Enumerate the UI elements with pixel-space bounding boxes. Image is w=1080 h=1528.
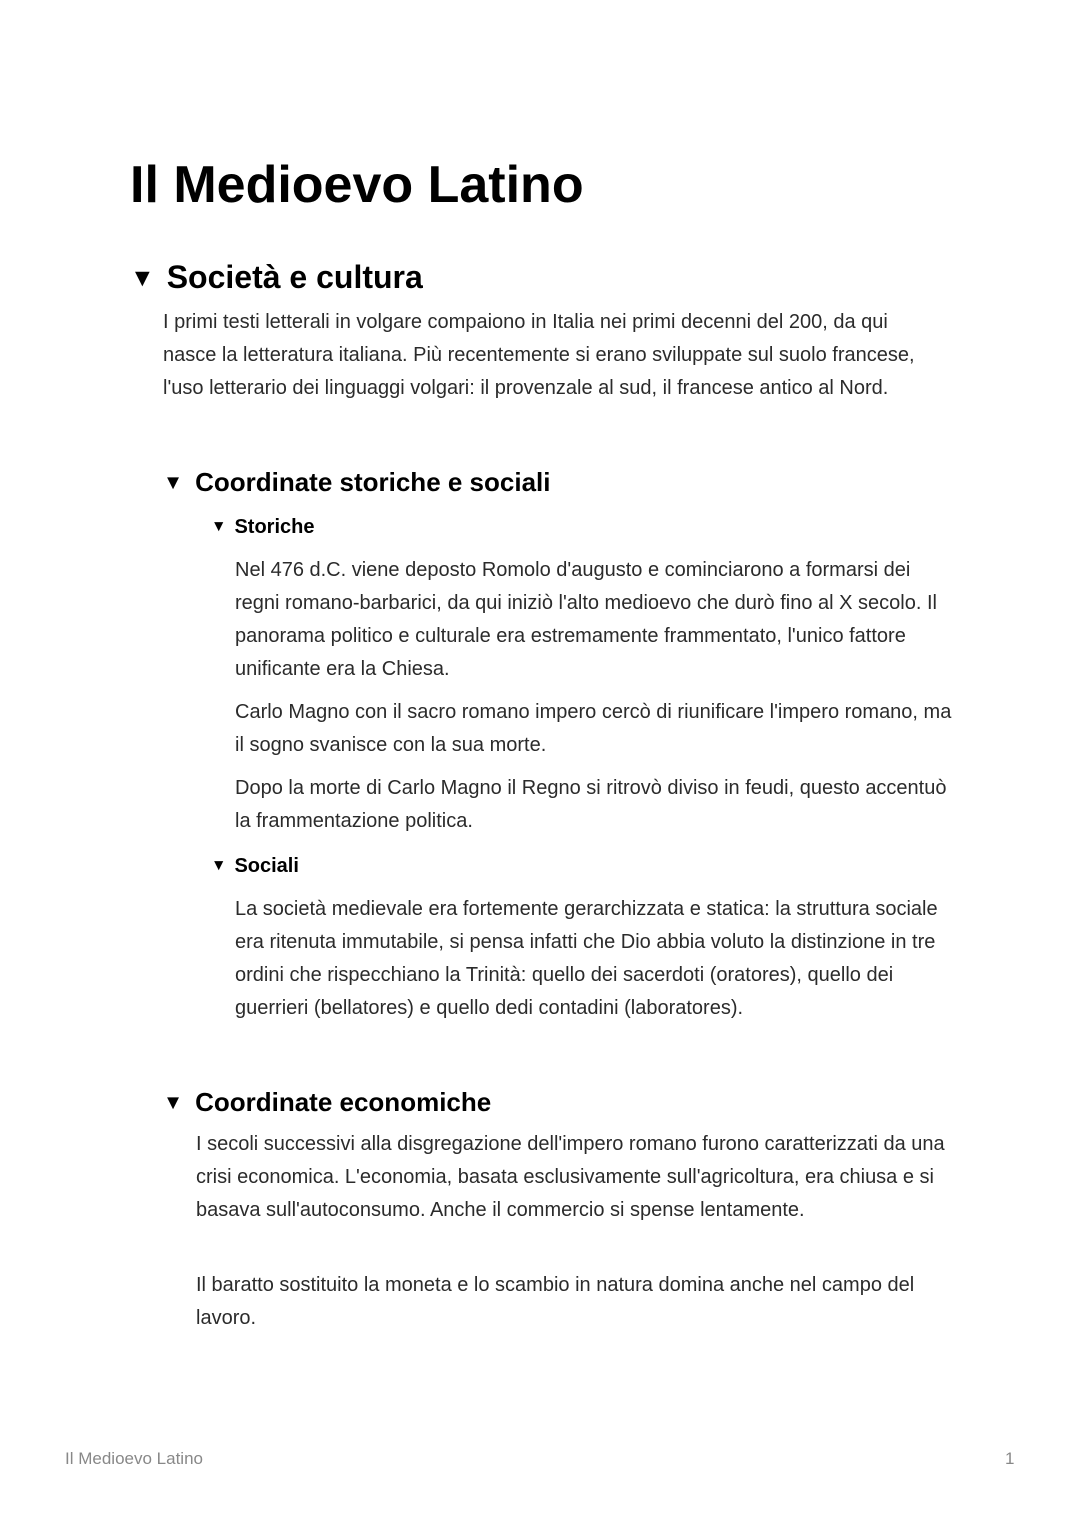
toggle-triangle-icon[interactable]: ▼ <box>163 472 184 494</box>
footer-document-title: Il Medioevo Latino <box>65 1449 203 1468</box>
heading-text: Storiche <box>234 516 315 538</box>
toggle-heading-coordinate-economiche[interactable] <box>163 1085 491 1120</box>
toggle-heading-coordinate-storiche-sociali[interactable] <box>163 465 551 500</box>
intro-paragraph: I primi testi letterali in volgare compaiono in Italia nei primi decenni del 200, da qui nasce la letteratura italiana. Più recentemente si erano sviluppate sul suolo francese, l'uso letterario dei linguaggi volgari: il provenzale al sud, il francese antico al Nord. <box>163 311 915 399</box>
toggle-triangle-icon[interactable]: ▼ <box>211 857 227 874</box>
page-title: Il Medioevo Latino <box>130 156 584 214</box>
paragraph: Nel 476 d.C. viene deposto Romolo d'augusto e cominciarono a formarsi dei regni romano-barbarici, da qui iniziò l'alto medioevo che durò fino al X secolo. Il panorama politico e culturale era estremamente frammentato, l'unico fattore unificante era la Chiesa. <box>235 559 937 680</box>
paragraph: Dopo la morte di Carlo Magno il Regno si ritrovò diviso in feudi, questo accentuò la frammentazione politica. <box>235 777 947 832</box>
toggle-heading-storiche[interactable] <box>211 513 314 541</box>
heading-text: Sociali <box>234 855 299 877</box>
toggle-triangle-icon[interactable]: ▼ <box>163 1092 184 1114</box>
toggle-heading-sociali[interactable] <box>211 852 299 880</box>
heading-text: Coordinate economiche <box>195 1087 492 1117</box>
toggle-triangle-icon[interactable]: ▼ <box>130 264 155 292</box>
paragraph: Il baratto sostituito la moneta e lo scambio in natura domina anche nel campo del lavoro. <box>196 1274 915 1329</box>
heading-text: Coordinate storiche e sociali <box>195 467 551 497</box>
footer-page-number: 1 <box>1005 1449 1015 1468</box>
paragraph: Carlo Magno con il sacro romano impero cercò di riunificare l'impero romano, ma il sogno svanisce con la sua morte. <box>235 701 952 756</box>
paragraph: I secoli successivi alla disgregazione dell'impero romano furono caratterizzati da una crisi economica. L'economia, basata esclusivamente sull'agricoltura, era chiusa e si basava sull'autoconsumo. Anche il commercio si spense lentamente. <box>196 1133 945 1221</box>
toggle-heading-societa-cultura[interactable] <box>130 257 423 298</box>
paragraph: La società medievale era fortemente gerarchizzata e statica: la struttura sociale era ritenuta immutabile, si pensa infatti che Dio abbia voluto la distinzione in tre ordini che rispecchiano la Trinità: quello dei sacerdoti (oratores), quello dei guerrieri (bellatores) e quello dedi contadini (laboratores). <box>235 898 938 1019</box>
toggle-triangle-icon[interactable]: ▼ <box>211 518 227 535</box>
heading-text: Società e cultura <box>166 259 423 295</box>
